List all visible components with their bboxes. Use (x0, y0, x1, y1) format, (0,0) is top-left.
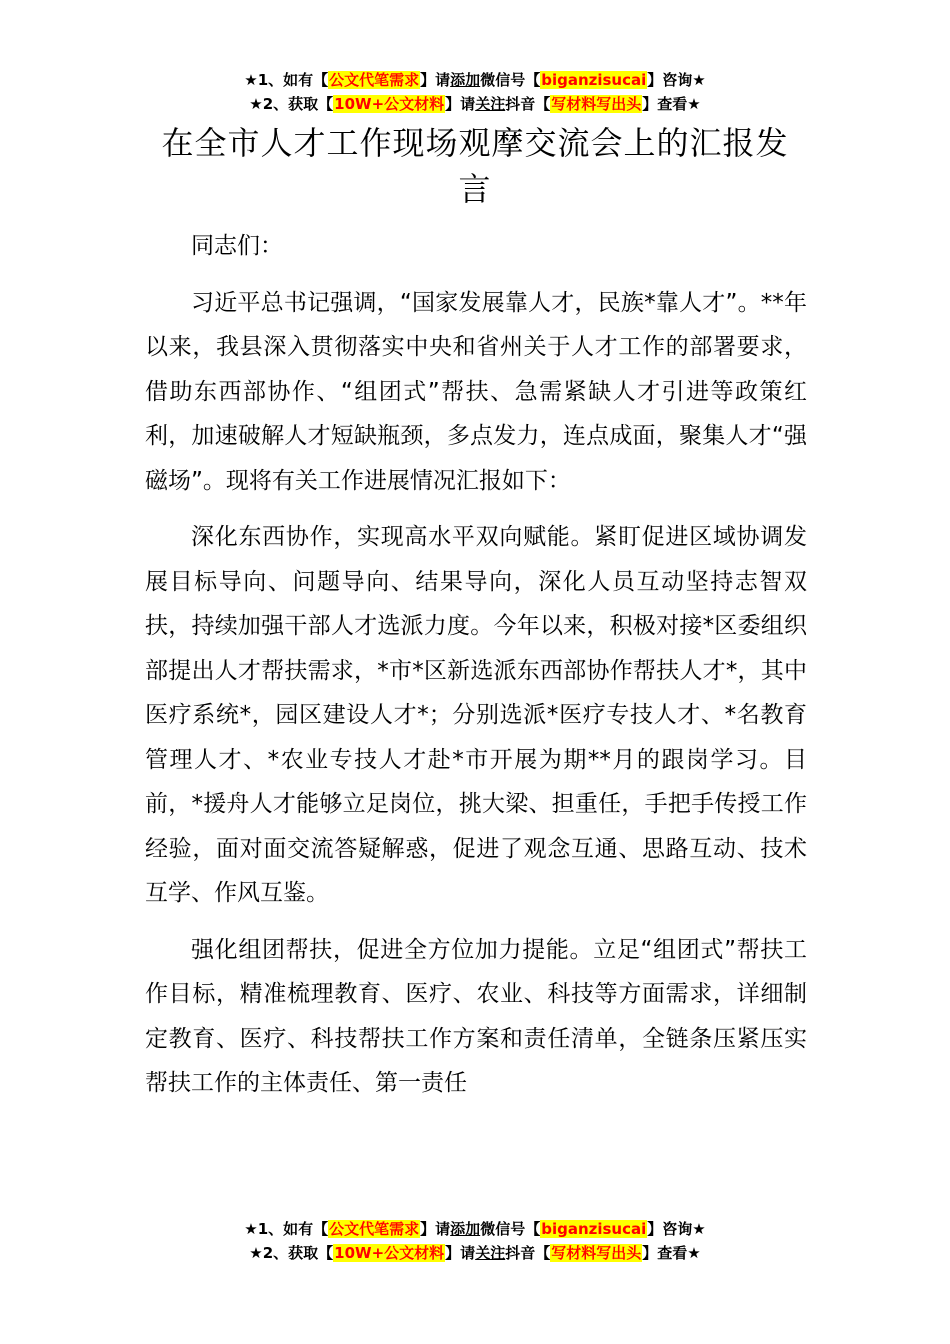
promo-line-2 (0, 92, 950, 116)
promo-line-1 (0, 1217, 950, 1241)
promo-text: 】咨询 (647, 1220, 693, 1238)
star-icon: ★ (249, 1244, 263, 1262)
underlined-text: 添加 (450, 1220, 481, 1238)
promo-text: 】请 (420, 71, 451, 89)
promo-text: 微信号【 (480, 1220, 541, 1238)
highlight-wechat-id: biganzisucai (541, 71, 647, 89)
highlight-service: 公文代笔需求 (329, 1220, 420, 1238)
promo-text: 2、获取【 (262, 95, 334, 113)
document-body (145, 224, 807, 1118)
highlight-douyin-account: 写材料写出头 (551, 1244, 642, 1262)
promo-text: 】请 (445, 95, 476, 113)
promo-text: 2、获取【 (262, 1244, 334, 1262)
star-icon: ★ (692, 1220, 706, 1238)
highlight-douyin-account: 写材料写出头 (551, 95, 642, 113)
promo-text: 1、如有【 (257, 1220, 329, 1238)
promo-text: 】咨询 (647, 71, 693, 89)
underlined-text: 关注 (475, 95, 506, 113)
promo-text: 】请 (445, 1244, 476, 1262)
star-icon: ★ (687, 1244, 701, 1262)
promo-text: 】查看 (642, 95, 688, 113)
star-icon: ★ (244, 1220, 258, 1238)
promo-banner-bottom (0, 1217, 950, 1265)
promo-text: 】请 (420, 1220, 451, 1238)
paragraph-intro: 习近平总书记强调，“国家发展靠人才，民族*靠人才”。**年以来，我县深入贯彻落实中央和省州关于人才工作的部署要求，借助东西部协作、“组团式”帮扶、急需紧缺人才引进等政策红利，加速破解人才短缺瓶颈，多点发力，连点成面，聚集人才“强磁场”。现将有关工作进展情况汇报如下： (145, 289, 807, 494)
paragraph-east-west-cooperation: 深化东西协作，实现高水平双向赋能。紧盯促进区域协调发展目标导向、问题导向、结果导向，深化人员互动坚持志智双扶，持续加强干部人才选派力度。今年以来，积极对接*区委组织部提出人才帮扶需求，*市*区新选派东西部协作帮扶人才*，其中医疗系统*，园区建设人才*；分别选派*医疗专技人才、*名教育管理人才、*农业专技人才赴*市开展为期**月的跟岗学习。目前，*援舟人才能够立足岗位，挑大梁、担重任，手把手传授工作经验，面对面交流答疑解惑，促进了观念互通、思路互动、技术互学、作风互鉴。 (145, 524, 807, 906)
underlined-text: 添加 (450, 71, 481, 89)
paragraph-group-assistance: 强化组团帮扶，促进全方位加力提能。立足“组团式”帮扶工作目标，精准梳理教育、医疗、农业、科技等方面需求，详细制定教育、医疗、科技帮扶工作方案和责任清单，全链条压紧压实帮扶工作的主体责任、第一责任 (145, 936, 807, 1096)
promo-text: 1、如有【 (257, 71, 329, 89)
promo-line-2 (0, 1241, 950, 1265)
promo-banner-top (0, 68, 950, 116)
salutation: 同志们： (191, 233, 283, 259)
highlight-wechat-id: biganzisucai (541, 1220, 647, 1238)
star-icon: ★ (687, 95, 701, 113)
highlight-materials: 10W+公文材料 (334, 95, 445, 113)
promo-text: 抖音【 (505, 95, 551, 113)
underlined-text: 关注 (475, 1244, 506, 1262)
promo-text: 】查看 (642, 1244, 688, 1262)
star-icon: ★ (249, 95, 263, 113)
promo-text: 抖音【 (505, 1244, 551, 1262)
promo-line-1 (0, 68, 950, 92)
star-icon: ★ (692, 71, 706, 89)
document-title: 在全市人才工作现场观摩交流会上的汇报发言 (161, 124, 789, 208)
highlight-service: 公文代笔需求 (329, 71, 420, 89)
star-icon: ★ (244, 71, 258, 89)
promo-text: 微信号【 (480, 71, 541, 89)
highlight-materials: 10W+公文材料 (334, 1244, 445, 1262)
